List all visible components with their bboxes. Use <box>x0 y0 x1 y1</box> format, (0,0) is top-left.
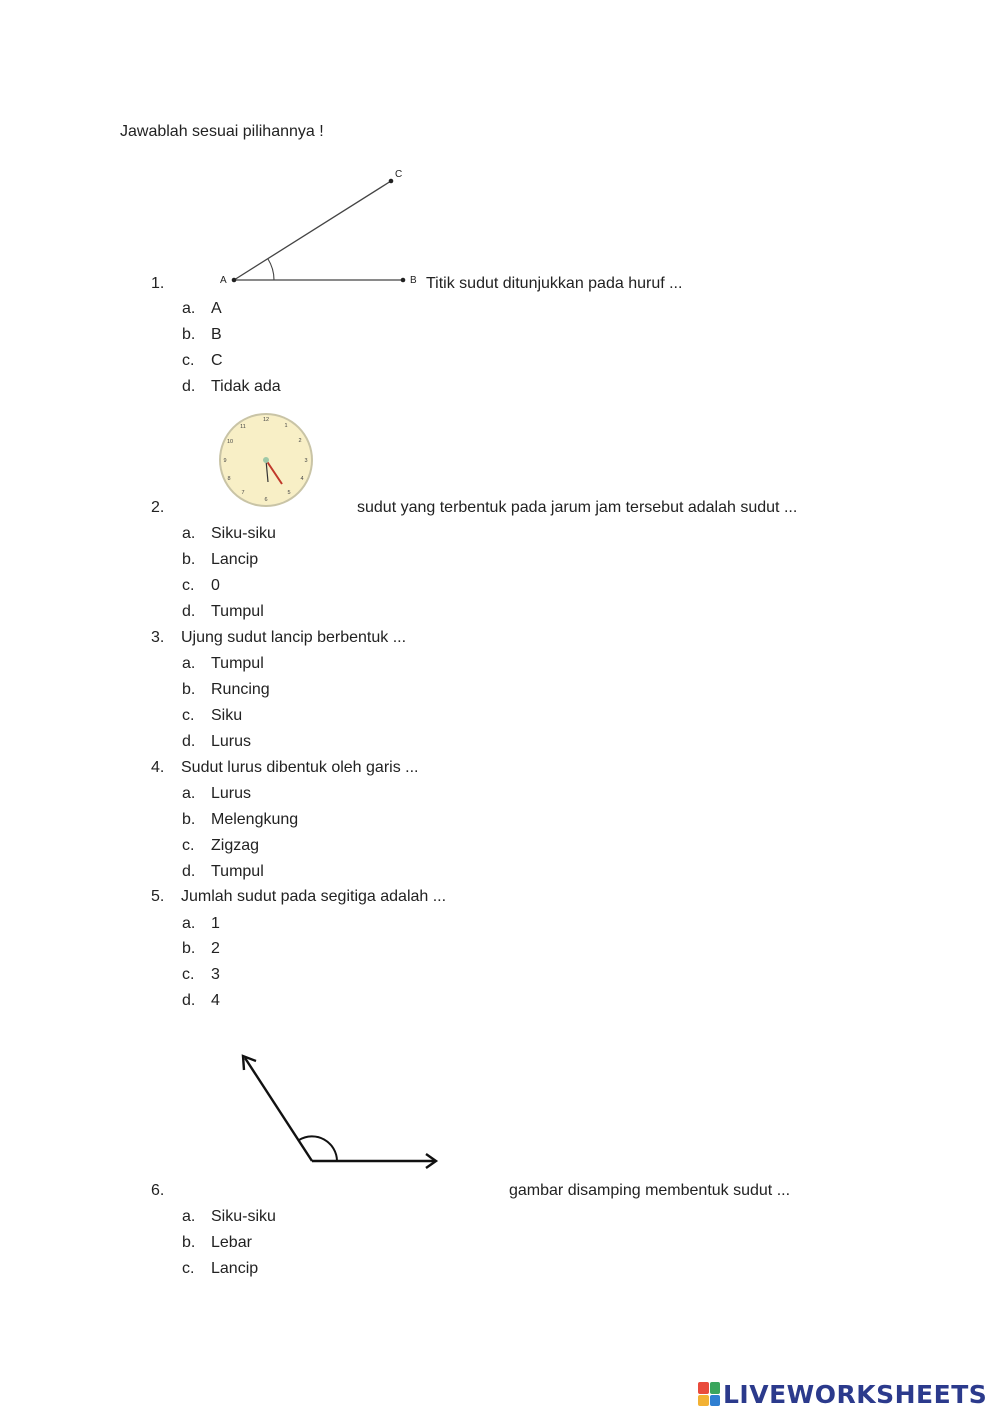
q2-option-d[interactable]: Tumpul <box>211 603 264 620</box>
clock-number-5: 5 <box>287 490 291 496</box>
q6-option-b-letter: b. <box>182 1234 196 1251</box>
q6-option-a-letter: a. <box>182 1208 196 1225</box>
q5-option-c-letter: c. <box>182 966 195 983</box>
clock-number-7: 7 <box>241 490 245 496</box>
q4-option-d-letter: d. <box>182 863 196 880</box>
q1-option-c[interactable]: C <box>211 352 223 369</box>
q4-option-c[interactable]: Zigzag <box>211 837 260 854</box>
clock-number-6: 6 <box>264 497 268 503</box>
q5-text: Jumlah sudut pada segitiga adalah ... <box>181 888 447 905</box>
q5-option-b-letter: b. <box>182 940 196 957</box>
logo-text: LIVEWORKSHEETS <box>723 1379 988 1409</box>
q4-option-b[interactable]: Melengkung <box>211 811 299 828</box>
q1-text: Titik sudut ditunjukkan pada huruf ... <box>426 275 683 292</box>
point-c-label: C <box>395 169 403 180</box>
point-a-label: A <box>220 275 227 286</box>
clock-number-4: 4 <box>300 476 304 482</box>
q3-option-c-letter: c. <box>182 707 195 724</box>
q6-option-b[interactable]: Lebar <box>211 1234 252 1251</box>
q6-option-c[interactable]: Lancip <box>211 1260 259 1277</box>
q1-option-a-letter: a. <box>182 300 196 317</box>
q1-option-c-letter: c. <box>182 352 195 369</box>
clock-number-12: 12 <box>262 417 270 423</box>
clock-icon <box>216 410 318 510</box>
q5-option-c[interactable]: 3 <box>211 966 220 983</box>
liveworksheets-logo <box>698 1380 987 1408</box>
q4-text: Sudut lurus dibentuk oleh garis ... <box>181 759 419 776</box>
clock-number-2: 2 <box>298 438 302 444</box>
q3-option-a-letter: a. <box>182 655 196 672</box>
q4-option-c-letter: c. <box>182 837 195 854</box>
angle-abc-figure <box>210 160 430 295</box>
q2-option-d-letter: d. <box>182 603 196 620</box>
q2-option-b[interactable]: Lancip <box>211 551 259 568</box>
q5-option-a-letter: a. <box>182 915 196 932</box>
q3-number: 3. <box>151 629 165 646</box>
q4-number: 4. <box>151 759 165 776</box>
q3-option-a[interactable]: Tumpul <box>211 655 264 672</box>
q3-option-d[interactable]: Lurus <box>211 733 252 750</box>
q3-option-b[interactable]: Runcing <box>211 681 270 698</box>
q3-text: Ujung sudut lancip berbentuk ... <box>181 629 407 646</box>
q6-text: gambar disamping membentuk sudut ... <box>509 1182 791 1199</box>
q3-option-b-letter: b. <box>182 681 196 698</box>
q4-option-d[interactable]: Tumpul <box>211 863 264 880</box>
q1-option-d-letter: d. <box>182 378 196 395</box>
q5-option-d-letter: d. <box>182 992 196 1009</box>
q1-option-b-letter: b. <box>182 326 196 343</box>
clock-number-11: 11 <box>240 424 246 430</box>
q1-option-b[interactable]: B <box>211 326 222 343</box>
q1-option-d[interactable]: Tidak ada <box>211 378 281 395</box>
q4-option-a[interactable]: Lurus <box>211 785 252 802</box>
liveworksheets-logo-icon <box>698 1382 720 1406</box>
q3-option-d-letter: d. <box>182 733 196 750</box>
q2-option-a[interactable]: Siku-siku <box>211 525 276 542</box>
q2-option-c[interactable]: 0 <box>211 577 220 594</box>
q5-option-a[interactable]: 1 <box>211 915 220 932</box>
q2-option-c-letter: c. <box>182 577 195 594</box>
clock-number-1: 1 <box>284 423 288 429</box>
q2-number: 2. <box>151 499 165 516</box>
q5-number: 5. <box>151 888 165 905</box>
q1-number: 1. <box>151 275 165 292</box>
clock-number-3: 3 <box>304 458 308 464</box>
clock-number-9: 9 <box>223 458 227 464</box>
q6-number: 6. <box>151 1182 165 1199</box>
clock-number-10: 10 <box>226 439 234 445</box>
q5-option-b[interactable]: 2 <box>211 940 220 957</box>
instruction: Jawablah sesuai pilihannya ! <box>120 123 324 140</box>
q3-option-c[interactable]: Siku <box>211 707 243 724</box>
point-b-label: B <box>410 275 417 286</box>
q2-option-b-letter: b. <box>182 551 196 568</box>
clock-number-8: 8 <box>227 476 231 482</box>
obtuse-angle-figure <box>235 1048 450 1173</box>
q1-option-a[interactable]: A <box>211 300 222 317</box>
q2-text: sudut yang terbentuk pada jarum jam tersebut adalah sudut ... <box>357 499 798 516</box>
q6-option-c-letter: c. <box>182 1260 195 1277</box>
q6-option-a[interactable]: Siku-siku <box>211 1208 276 1225</box>
q4-option-b-letter: b. <box>182 811 196 828</box>
q4-option-a-letter: a. <box>182 785 196 802</box>
q5-option-d[interactable]: 4 <box>211 992 220 1009</box>
q2-option-a-letter: a. <box>182 525 196 542</box>
